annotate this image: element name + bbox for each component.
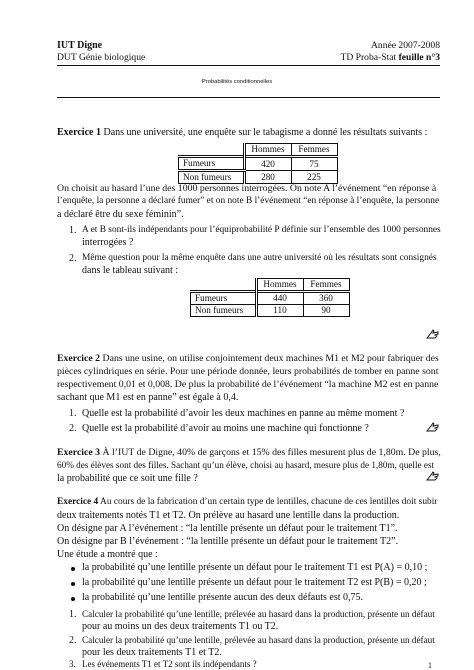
exercise-4-bullet: la probabilité qu’une lentille présente un défaut pour le traitement T1 est P(A) = 0,10 ;: [82, 562, 428, 573]
exercise-1-label: Exercice 1: [57, 127, 101, 138]
table-row-label: Fumeurs: [179, 157, 245, 171]
exercise-4-label: Exercice 4: [57, 497, 99, 507]
bullet-dot: [71, 567, 75, 571]
page-number: 1: [428, 661, 432, 670]
bullet-dot: [71, 582, 75, 586]
question-number: 2.: [69, 423, 77, 434]
table-cell: 225: [291, 171, 337, 184]
exercise-4-question-1-cont: pour au moins un des deux traitements T1 ou T2.: [82, 621, 279, 632]
exercise-3-line: [57, 447, 441, 458]
exercise-4-question-2: Calculer la probabilité qu’une lentille, prélevée au hasard dans la production, présente un défaut: [82, 635, 435, 645]
table-row-label: Non fumeurs: [191, 305, 257, 317]
table-cell: 420: [244, 157, 291, 171]
exercise-4-bullet: la probabilité qu’une lentille présente un défaut pour le traitement T2 est P(B) = 0,20 ;: [82, 577, 427, 588]
exercise-1-text-line: On choisit au hasard l’une des 1000 personnes interrogées. On note A l’événement “en réponse à: [57, 183, 437, 194]
bullet-dot: [71, 597, 75, 601]
exercise-1-question-2-cont: dans le tableau suivant :: [82, 265, 179, 276]
exercise-4-text-line: On désigne par A l’événement : “la lentille présente un défaut pour le traitement T1”.: [57, 523, 398, 534]
exercise-1-intro: [57, 127, 427, 139]
difficulty-hand-icon: [426, 470, 440, 482]
exercise-4-question-2-cont: pour les deux traitements T1 et T2.: [82, 647, 222, 658]
exercise-4-question-3: Les événements T1 et T2 sont ils indépendants ?: [82, 659, 257, 669]
table-header: Femmes: [291, 144, 337, 157]
td-sheet-number: feuille n°3: [398, 52, 440, 63]
exercise-3-label: Exercice 3: [57, 447, 101, 458]
table-header: Femmes: [303, 279, 349, 292]
exercise-4-line: [57, 497, 437, 508]
exercise-1-table-2: [190, 278, 350, 317]
question-number: 1.: [69, 609, 77, 620]
exercise-2-question-1: Quelle est la probabilité d’avoir les deux machines en panne au même moment ?: [82, 408, 405, 419]
exercise-4-bullet: la probabilité qu’une lentille présente aucun des deux défauts est 0,75.: [82, 592, 364, 603]
td-sheet: [340, 52, 440, 63]
exercise-1-text-line: a déclaré être du sexe féminin”.: [57, 209, 184, 220]
academic-year: Année 2007-2008: [370, 40, 440, 51]
table-header: Hommes: [256, 279, 303, 292]
table-cell: 75: [291, 157, 337, 171]
exercise-1-text-line: l’enquête, la personne a déclaré fumer” et on note B l’événement “en réponse à l’enquête, la personne: [57, 196, 440, 206]
title-rule: [57, 97, 440, 98]
table-cell: 360: [303, 292, 349, 305]
question-number: 2.: [69, 253, 77, 264]
exercise-2-question-2: Quelle est la probabilité d’avoir au moins une machine qui fonctionne ?: [82, 423, 369, 434]
exercise-3-text-line: 60% des élèves sont des filles. Sachant qu’un élève, choisi au hasard, mesure plus de 1,80m, quelle est: [57, 460, 435, 470]
table-row-label: Fumeurs: [191, 292, 257, 305]
exercise-4-text: Au cours de la fabrication d’un certain type de lentilles, chacune de ces lentilles doit subir: [100, 497, 438, 507]
difficulty-hand-icon: [426, 421, 440, 433]
question-number: 1.: [69, 225, 77, 236]
exercise-1-question-1: A et B sont-ils indépendants pour l’équiprobabilité P définie sur l’ensemble des 1000 personnes: [82, 225, 441, 235]
school-name: IUT Digne: [57, 40, 103, 51]
exercise-2-text: Dans une usine, on utilise conjointement deux machines M1 et M2 pour fabriquer des: [102, 353, 439, 364]
exercise-1-question-1-cont: interrogées ?: [82, 237, 134, 248]
difficulty-hand-icon: [426, 328, 440, 340]
question-number: 1.: [69, 408, 77, 419]
table-row-label: Non fumeurs: [179, 171, 245, 184]
exercise-2-text-line: sachant que M1 est en panne” est égale à 0,4.: [57, 392, 239, 403]
table-header: Hommes: [244, 144, 291, 157]
table-cell: 280: [244, 171, 291, 184]
table-cell: 90: [303, 305, 349, 317]
exercise-4-text-line: Une étude a montré que :: [57, 549, 158, 560]
page-title: Probabilités conditionnelles: [201, 79, 273, 85]
exercise-2-line: [57, 353, 439, 364]
exercise-4-text-line: deux traitements notés T1 et T2. On prélève au hasard une lentille dans la production.: [57, 510, 400, 521]
exercise-2-text-line: respectivement 0,01 et 0,008. De plus la probabilité de l’événement “la machine M2 est en panne: [57, 379, 439, 390]
program-name: DUT Génie biologique: [57, 52, 146, 63]
question-number: 3.: [69, 659, 76, 669]
exercise-3-text-line: la probabilité que ce soit une fille ?: [57, 473, 198, 484]
exercise-2-label: Exercice 2: [57, 353, 101, 364]
td-prefix: TD Proba-Stat: [340, 52, 397, 63]
question-number: 2.: [69, 635, 77, 646]
header-rule: [57, 65, 440, 66]
exercise-1-question-2: Même question pour la même enquête dans une autre université où les résultats sont consignés: [82, 253, 437, 263]
exercise-4-text-line: On désigne par B l’événement : “la lentille présente un défaut pour le traitement T2”.: [57, 536, 399, 547]
exercise-1-table: [178, 143, 338, 184]
exercise-2-text-line: pièces cylindriques en série. Pour une période donnée, leurs probabilités de tomber en panne sont: [57, 366, 439, 377]
exercise-1-intro-text: Dans une université, une enquête sur le tabagisme a donné les résultats suivants :: [103, 127, 428, 138]
exercise-3-text: À l’IUT de Digne, 40% de garçons et 15% des filles mesurent plus de 1,80m. De plus,: [102, 447, 441, 458]
table-cell: 440: [256, 292, 303, 305]
exercise-4-question-1: Calculer la probabilité qu’une lentille, prélevée au hasard dans la production, présente un défaut: [82, 609, 435, 619]
table-cell: 110: [256, 305, 303, 317]
